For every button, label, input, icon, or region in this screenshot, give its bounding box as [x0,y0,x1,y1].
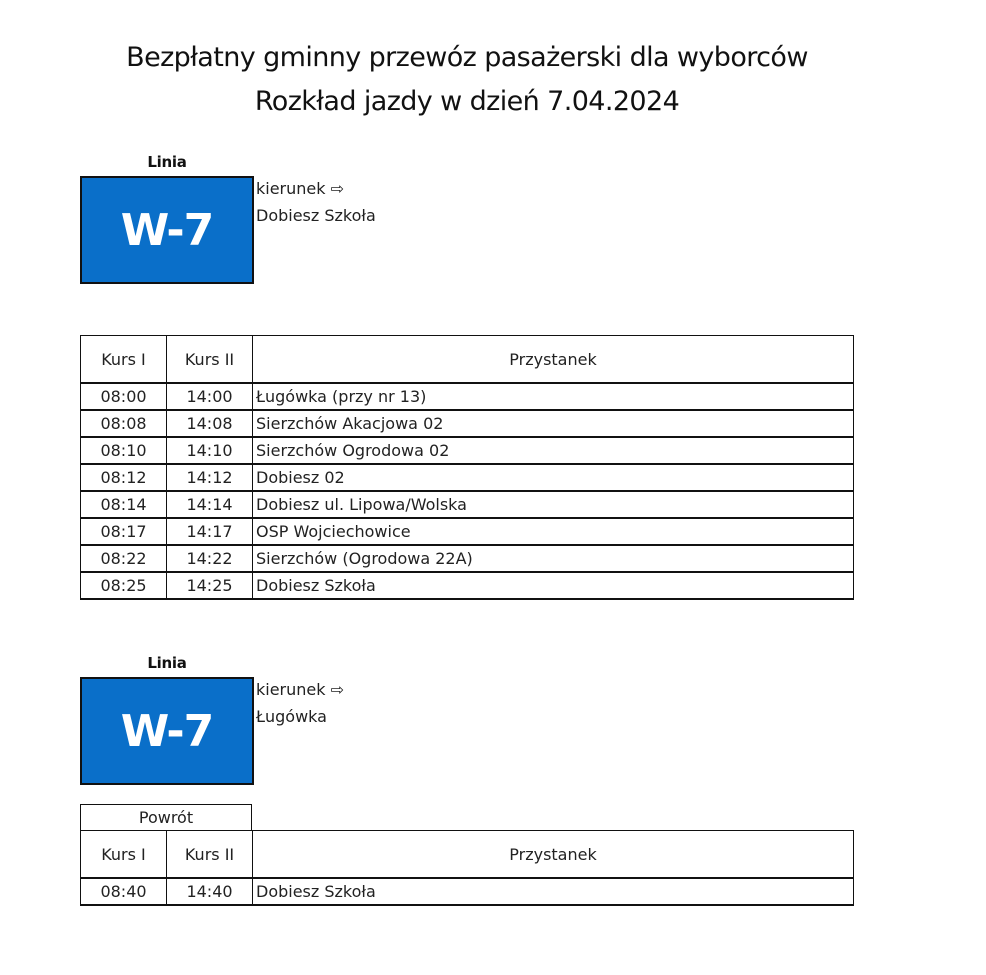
header-przystanek: Przystanek [253,336,854,384]
kurs-2-time: 14:00 [167,383,253,410]
timetable-outbound [80,335,854,600]
table-row [81,572,854,599]
kurs-1-time: 08:08 [81,410,167,437]
kurs-2-time: 14:14 [167,491,253,518]
stop-name: Ługówka (przy nr 13) [253,383,854,410]
header-kurs-2: Kurs II [167,831,253,879]
table-row [81,464,854,491]
kurs-1-time: 08:40 [81,878,167,905]
kurs-1-time: 08:12 [81,464,167,491]
kurs-2-time: 14:10 [167,437,253,464]
kurs-2-time: 14:12 [167,464,253,491]
stop-name: Dobiesz Szkoła [253,878,854,905]
kurs-1-time: 08:17 [81,518,167,545]
kurs-2-time: 14:17 [167,518,253,545]
line-badge: W-7 [80,677,254,785]
header-kurs-1: Kurs I [81,831,167,879]
table-row [81,383,854,410]
table-row [81,878,854,905]
direction-block [256,175,376,229]
stop-name: Dobiesz ul. Lipowa/Wolska [253,491,854,518]
table-header-row [81,831,854,879]
stop-name: Dobiesz Szkoła [253,572,854,599]
kurs-2-time: 14:40 [167,878,253,905]
table-row [81,437,854,464]
direction-value: Dobiesz Szkoła [256,206,376,225]
direction-block [256,676,344,730]
kurs-2-time: 14:22 [167,545,253,572]
kurs-1-time: 08:22 [81,545,167,572]
kurs-1-time: 08:25 [81,572,167,599]
header-kurs-1: Kurs I [81,336,167,384]
table-row [81,518,854,545]
table-row [81,545,854,572]
table-row [81,410,854,437]
header-kurs-2: Kurs II [167,336,253,384]
table-header-row [81,336,854,384]
kurs-1-time: 08:00 [81,383,167,410]
timetable-return [80,830,854,906]
line-badge: W-7 [80,176,254,284]
page-subtitle: Rozkład jazdy w dzień 7.04.2024 [254,86,680,117]
linia-label: Linia [147,153,187,171]
kurs-2-time: 14:08 [167,410,253,437]
stop-name: Sierzchów Akacjowa 02 [253,410,854,437]
return-label: Powrót [80,804,252,830]
table-row [81,491,854,518]
kurs-1-time: 08:10 [81,437,167,464]
linia-label: Linia [147,654,187,672]
stop-name: Dobiesz 02 [253,464,854,491]
stop-name: Sierzchów Ogrodowa 02 [253,437,854,464]
stop-name: Sierzchów (Ogrodowa 22A) [253,545,854,572]
direction-label: kierunek ⇨ [256,680,345,699]
header-przystanek: Przystanek [253,831,854,879]
page-title: Bezpłatny gminny przewóz pasażerski dla wyborców [126,42,808,73]
stop-name: OSP Wojciechowice [253,518,854,545]
kurs-1-time: 08:14 [81,491,167,518]
direction-label: kierunek ⇨ [256,179,345,198]
kurs-2-time: 14:25 [167,572,253,599]
direction-value: Ługówka [256,707,327,726]
